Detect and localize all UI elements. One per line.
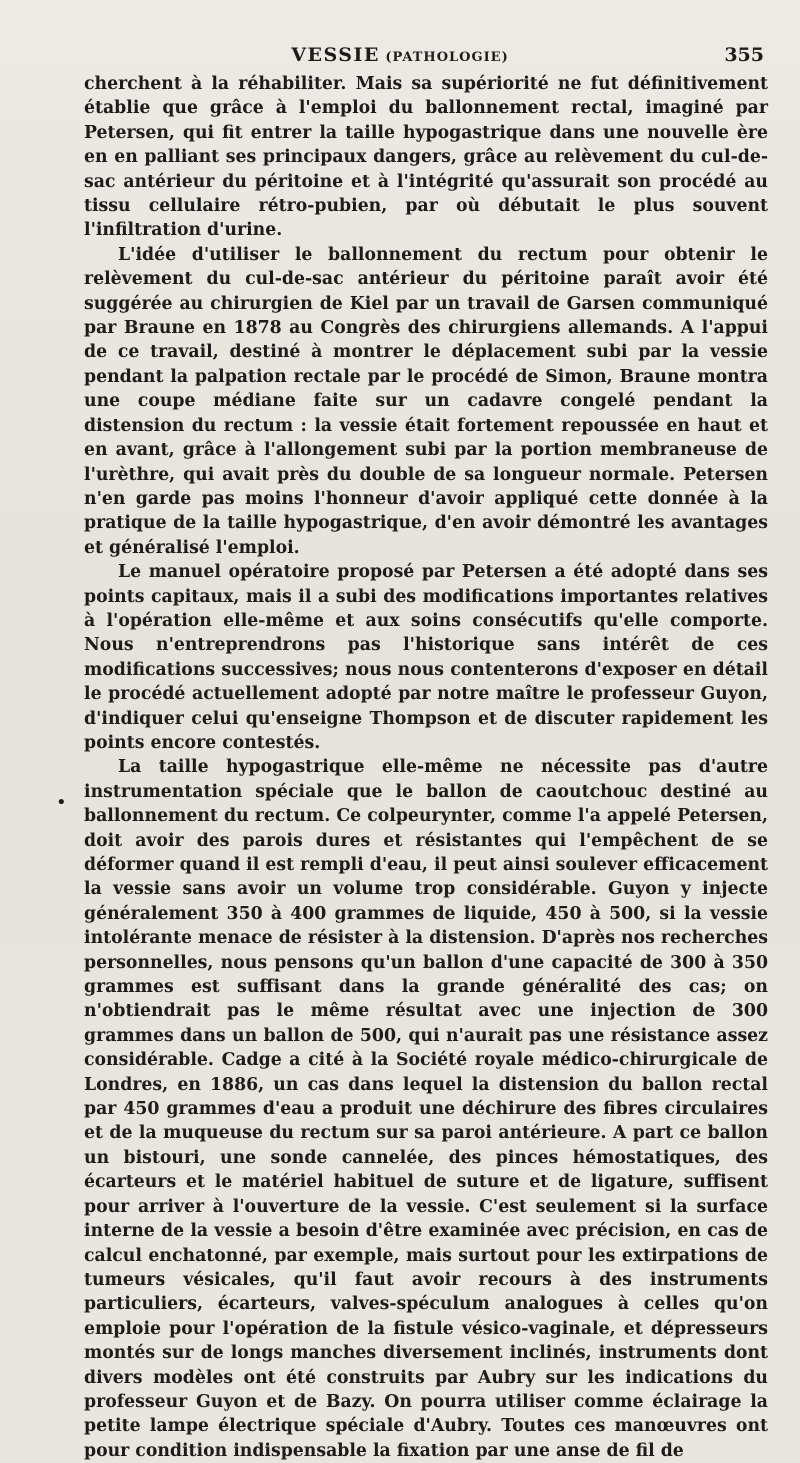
margin-mark: •: [56, 792, 67, 813]
body-text: [84, 72, 768, 1463]
paragraph-4: La taille hypogastrique elle-même ne nécessite pas d'autre instrumentation spéciale que le ballon de caoutchouc destiné au ballonnement du rectum. Ce colpeurynter, comme l'a appelé Petersen, doit avoir des parois dures et résistantes qui l'empêchent de se déformer quand il est rempli d'eau, il peut ainsi soulever efficacement la vessie sans avoir un volume trop considérable. Guyon y injecte généralement 350 à 400 grammes de liquide, 450 à 500, si la vessie intolérante menace de résister à la distension. D'après nos recherches personnelles, nous pensons qu'un ballon d'une capacité de 300 à 350 grammes est suffisant dans la grande généralité des cas; on n'obtiendrait pas le même résultat avec une injection de 300 grammes dans un ballon de 500, qui n'aurait pas une résistance assez considérable. Cadge a cité à la Société royale médico-chirurgicale de Londres, en 1886, un cas dans lequel la distension du ballon rectal par 450 grammes d'eau a produit une déchirure des fibres circulaires et de la muqueuse du rectum sur sa paroi antérieure. A part ce ballon un bistouri, une sonde cannelée, des pinces hémostatiques, des écarteurs et le matériel habituel de suture et de ligature, suffisent pour arriver à l'ouverture de la vessie. C'est seulement si la surface interne de la vessie a besoin d'être examinée avec précision, en cas de calcul enchatonné, par exemple, mais surtout pour les extirpations de tumeurs vésicales, qu'il faut avoir recours à des instruments particuliers, écarteurs, valves-spéculum analogues à celles qu'on emploie pour l'opération de la fistule vésico-vaginale, et dépresseurs montés sur de longs manches diversement inclinés, instruments dont divers modèles ont été construits par Aubry sur les indications du professeur Guyon et de Bazy. On pourra utiliser comme éclairage la petite lampe électrique spéciale d'Aubry. Toutes ces manœuvres ont pour condition indispensable la fixation par une anse de fil de: [84, 757, 768, 1461]
title-paren-close: ): [501, 50, 509, 65]
paragraph-2: L'idée d'utiliser le ballonnement du rectum pour obtenir le relèvement du cul-de-sac antérieur du péritoine paraît avoir été suggérée au chirurgien de Kiel par un travail de Garsen communiqué par Braune en 1878 au Congrès des chirurgiens allemands. A l'appui de ce travail, destiné à montrer le déplacement subi par la vessie pendant la palpation rectale par le procédé de Simon, Braune montra une coupe médiane faite sur un cadavre congelé pendant la distension du rectum : la vessie était fortement repoussée en haut et en avant, grâce à l'allongement subi par la portion membraneuse de l'urèthre, qui avait près du double de sa longueur normale. Petersen n'en garde pas moins l'honneur d'avoir appliqué cette donnée à la pratique de la taille hypogastrique, d'en avoir démontré les avantages et généralisé l'emploi.: [84, 244, 768, 558]
paragraph-1: cherchent à la réhabiliter. Mais sa supériorité ne fut définitivement établie que grâce à l'emploi du ballonnement rectal, imaginé par Petersen, qui fit entrer la taille hypogastrique dans une nouvelle ère en en palliant ses principaux dangers, grâce au relèvement du cul-de-sac antérieur du péritoine et à l'intégrité qu'assurait son procédé au tissu cellulaire rétro-pubien, par où débutait le plus souvent l'infiltration d'urine.: [84, 74, 768, 241]
title-subtitle: PATHOLOGIE: [392, 50, 502, 65]
running-title: [0, 44, 800, 66]
running-header: [0, 42, 800, 72]
paragraph-3: Le manuel opératoire proposé par Petersen a été adopté dans ses points capitaux, mais il a subi des modifications importantes relatives à l'opération elle-même et aux soins consécutifs qu'elle comporte. Nous n'entreprendrons pas l'historique sans intérêt de ces modifications successives; nous nous contenterons d'exposer en détail le procédé actuellement adopté par notre maître le professeur Guyon, d'indiquer celui qu'enseigne Thompson et de discuter rapidement les points encore contestés.: [84, 562, 768, 753]
title-main: VESSIE: [291, 44, 380, 66]
title-paren-open: (: [379, 50, 393, 65]
page-number: 355: [724, 44, 764, 66]
